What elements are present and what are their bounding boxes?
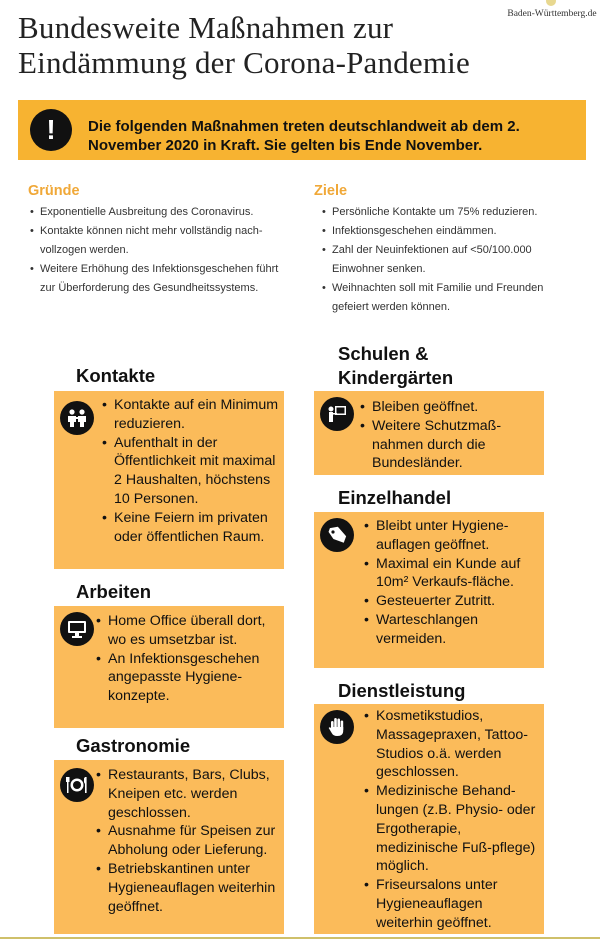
einzelhandel-box (314, 512, 544, 668)
arbeiten-list (96, 612, 282, 706)
list-item: • Kontakte können nicht mehr vollständig nach-vollzogen werden. (30, 222, 290, 260)
title-line-2: Eindämmung der Corona-Pandemie (18, 45, 470, 80)
list-item: • Kosmetikstudios, Massagepraxen, Tattoo-Studios o.ä. werden geschlossen. (364, 707, 542, 782)
people-icon (60, 401, 94, 435)
list-item: • Betriebskantinen unter Hygieneauflagen weiterhin geöffnet. (96, 860, 282, 916)
list-item: • Infektionsgeschehen eindämmen. (322, 222, 582, 241)
list-item: • Maximal ein Kunde auf 10m² Verkaufs-fläche. (364, 555, 542, 593)
dienstleistung-list (364, 707, 542, 933)
kontakte-box (54, 391, 284, 569)
list-item: • Keine Feiern im privaten oder öffentlichen Raum. (102, 509, 282, 547)
gastronomie-title: Gastronomie (76, 735, 191, 756)
kontakte-title: Kontakte (76, 365, 156, 386)
schulen-title (338, 342, 453, 390)
gruende-heading: Gründe (28, 183, 80, 199)
notice-text: Die folgenden Maßnahmen treten deutschlandweit ab dem 2. November 2020 in Kraft. Sie gelten bis Ende November. (88, 118, 520, 154)
notice-banner (18, 100, 586, 160)
list-item: • Weihnachten soll mit Familie und Freunden gefeiert werden können. (322, 279, 582, 317)
list-item: • Aufenthalt in der Öffentlichkeit mit maximal 2 Haushalten, höchstens 10 Personen. (102, 434, 282, 509)
teacher-board-icon (320, 397, 354, 431)
ziele-list (322, 203, 582, 317)
list-item: • Weitere Schutzmaß-nahmen durch die Bundesländer. (360, 417, 542, 473)
logo-text: Baden-Württemberg.de (507, 9, 597, 19)
schulen-box (314, 391, 544, 475)
schulen-list (360, 398, 542, 473)
dienstleistung-box (314, 704, 544, 934)
state-logo (500, 0, 600, 24)
schulen-title-line-1: Schulen & (338, 343, 429, 364)
dienstleistung-title: Dienstleistung (338, 680, 466, 701)
exclamation-icon: ! (30, 109, 72, 151)
gastronomie-list (96, 766, 282, 916)
ziele-heading: Ziele (314, 183, 348, 199)
price-tag-icon (320, 518, 354, 552)
crest-icon (546, 0, 556, 6)
list-item: • Restaurants, Bars, Clubs, Kneipen etc. werden geschlossen. (96, 766, 282, 822)
list-item: • Bleibt unter Hygiene-auflagen geöffnet. (364, 517, 542, 555)
kontakte-list (102, 396, 282, 546)
gastronomie-box (54, 760, 284, 934)
list-item: • Weitere Erhöhung des Infektionsgeschehen führt zur Überforderung des Gesundheitssystems. (30, 260, 290, 298)
list-item: • Medizinische Behand-lungen (z.B. Physio- oder Ergotherapie, medizinische Fuß-pflege) möglich. (364, 782, 542, 876)
schulen-title-line-2: Kindergärten (338, 367, 454, 388)
gruende-list (30, 203, 290, 298)
list-item: • Friseursalons unter Hygieneauflagen weiterhin geöffnet. (364, 876, 542, 932)
title-line-1: Bundesweite Maßnahmen zur (18, 10, 394, 45)
list-item: • Exponentielle Ausbreitung des Coronavirus. (30, 203, 290, 222)
arbeiten-title: Arbeiten (76, 581, 152, 602)
einzelhandel-title: Einzelhandel (338, 487, 452, 508)
list-item: • Kontakte auf ein Minimum reduzieren. (102, 396, 282, 434)
plate-cutlery-icon (60, 768, 94, 802)
list-item: • Home Office überall dort, wo es umsetzbar ist. (96, 612, 282, 650)
einzelhandel-list (364, 517, 542, 649)
list-item: • Zahl der Neuinfektionen auf <50/100.000 Einwohner senken. (322, 241, 582, 279)
list-item: • Warteschlangen vermeiden. (364, 611, 542, 649)
stop-hand-icon (320, 710, 354, 744)
list-item: • Gesteuerter Zutritt. (364, 592, 542, 611)
page-title (18, 10, 518, 80)
list-item: • Bleiben geöffnet. (360, 398, 542, 417)
monitor-icon (60, 612, 94, 646)
arbeiten-box (54, 606, 284, 728)
list-item: • An Infektionsgeschehen angepasste Hygiene-konzepte. (96, 650, 282, 706)
list-item: • Ausnahme für Speisen zur Abholung oder Lieferung. (96, 822, 282, 860)
bottom-divider (0, 937, 600, 939)
list-item: • Persönliche Kontakte um 75% reduzieren. (322, 203, 582, 222)
